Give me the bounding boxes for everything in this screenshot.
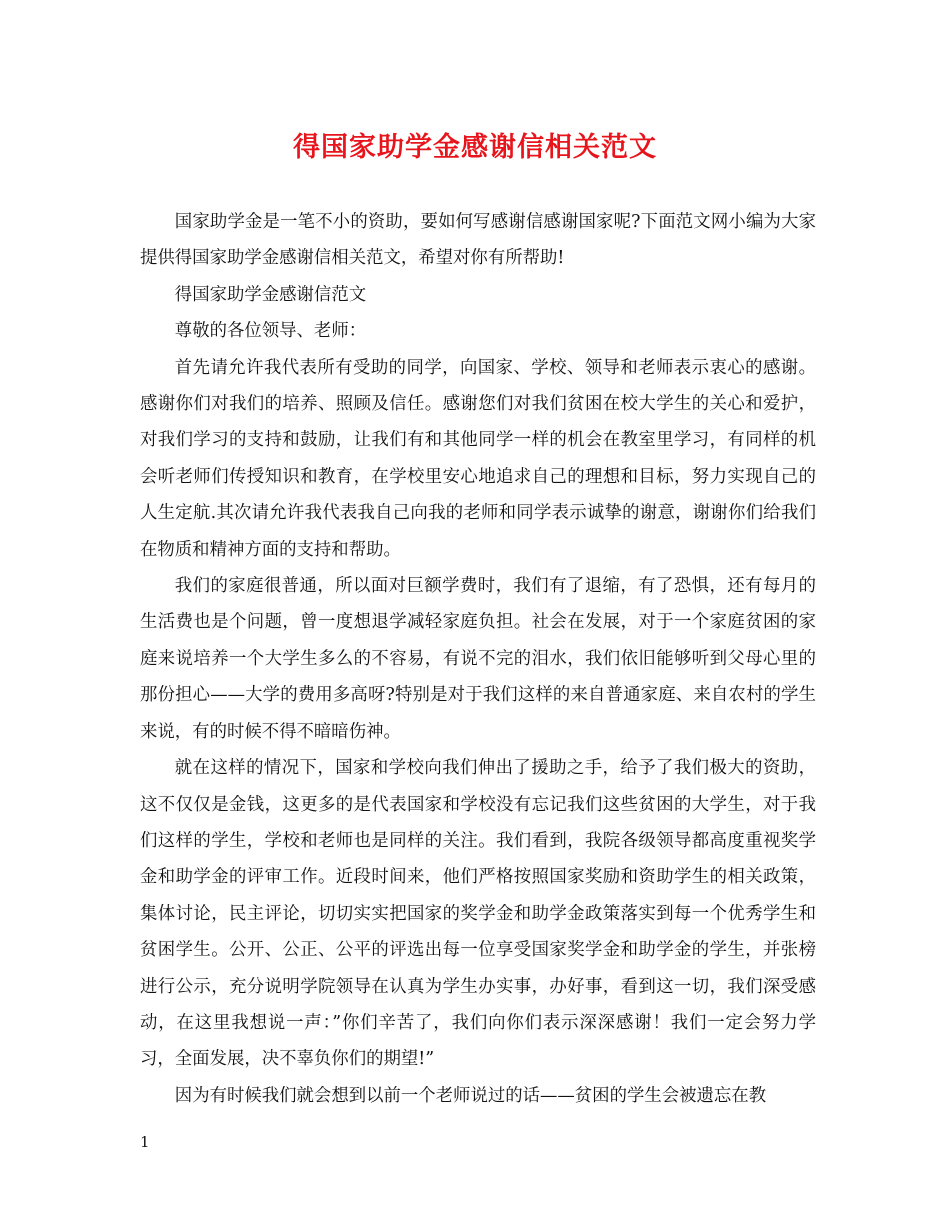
document-title: 得国家助学金感谢信相关范文: [293, 132, 657, 163]
document-body: [140, 204, 816, 1114]
body-paragraph: 因为有时候我们就会想到以前一个老师说过的话——贫困的学生会被遗忘在教: [174, 1085, 767, 1106]
page-number: 1: [140, 1133, 150, 1151]
letter-heading: 得国家助学金感谢信范文: [174, 284, 367, 305]
body-paragraph: 我们的家庭很普通，所以面对巨额学费时，我们有了退缩，有了恐惧，还有每月的生活费也是个问题，曾一度想退学减轻家庭负担。社会在发展，对于一个家庭贫困的家庭来说培养一个大学生多么的不容易，有说不完的泪水，我们依旧能够听到父母心里的那份担心——大学的费用多高呀?特别是对于我们这样的来自普通家庭、来自农村的学生来说，有的时候不得不暗暗伤神。: [140, 576, 816, 742]
body-paragraph: 就在这样的情况下，国家和学校向我们伸出了援助之手，给予了我们极大的资助，这不仅仅是金钱，这更多的是代表国家和学校没有忘记我们这些贫困的大学生，对于我们这样的学生，学校和老师也是同样的关注。我们看到，我院各级领导都高度重视奖学金和助学金的评审工作。近段时间来，他们严格按照国家奖励和资助学生的相关政策，集体讨论，民主评论，切切实实把国家的奖学金和助学金政策落实到每一个优秀学生和贫困学生。公开、公正、公平的评选出每一位享受国家奖学金和助学金的学生，并张榜进行公示，充分说明学院领导在认真为学生办实事，办好事，看到这一切，我们深受感动，在这里我想说一声：”你们辛苦了，我们向你们表示深深感谢！我们一定会努力学习，全面发展，决不辜负你们的期望!”: [140, 758, 816, 1070]
letter-salutation: 尊敬的各位领导、老师：: [174, 321, 367, 342]
intro-paragraph: 国家助学金是一笔不小的资助，要如何写感谢信感谢国家呢?下面范文网小编为大家提供得国家助学金感谢信相关范文，希望对你有所帮助!: [140, 212, 816, 269]
body-paragraph: 首先请允许我代表所有受助的同学，向国家、学校、领导和老师表示衷心的感谢。感谢你们对我们的培养、照顾及信任。感谢您们对我们贫困在校大学生的关心和爱护，对我们学习的支持和鼓励，让我们有和其他同学一样的机会在教室里学习，有同样的机会听老师们传授知识和教育，在学校里安心地追求自己的理想和目标，努力实现自己的人生定航.其次请允许我代表我自己向我的老师和同学表示诚挚的谢意，谢谢你们给我们在物质和精神方面的支持和帮助。: [140, 357, 816, 560]
